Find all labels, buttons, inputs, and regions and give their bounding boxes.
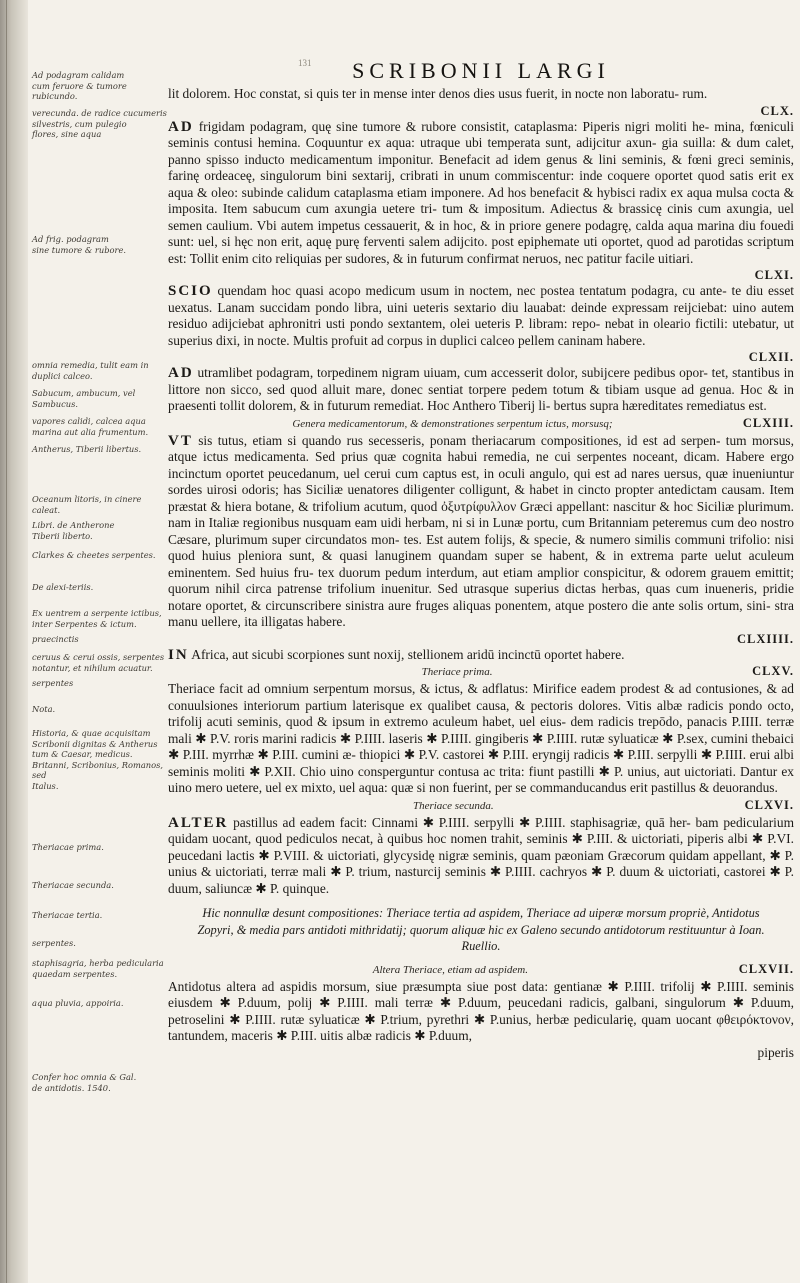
- paragraph: lit dolorem. Hoc constat, si quis ter in mense inter denos dies usus fuerit, in nocte non laboratu- rum.: [168, 86, 708, 101]
- paragraph: [168, 365, 794, 415]
- margin-note: Libri. de Antherone Tiberii liberto.: [32, 520, 115, 541]
- initial-word: ALTER: [168, 814, 229, 831]
- chapter-number: CLXV.: [752, 664, 794, 678]
- margin-note: serpentes.: [32, 938, 76, 948]
- margin-note: Antherus, Tiberii libertus.: [32, 444, 142, 454]
- paragraph: [168, 119, 794, 268]
- paragraph: [168, 815, 794, 898]
- margin-note: verecunda. de radice cucumeris silvestris, cum pulegio flores, sine aqua: [32, 108, 167, 139]
- paragraph-text: Africa, aut sicubi scorpiones sunt noxij, stellionem aridū incinctū oportet habere.: [191, 646, 625, 662]
- chapter-number: CLXI.: [754, 268, 794, 282]
- paragraph: [168, 647, 794, 664]
- running-head: SCRIBONII LARGI: [352, 58, 610, 83]
- margin-note: aqua pluvia, appoiria.: [32, 998, 124, 1008]
- chapter-number: CLXIIII.: [737, 631, 794, 646]
- margin-note: serpentes: [32, 678, 74, 688]
- margin-note: Ad podagram calidam cum feruore & tumore rubicundo.: [32, 70, 127, 101]
- paragraph-text: utramlibet podagram, torpedinem nigram uiuam, cum accesserit dolor, subijcere pedibus opor- tet, stantibus in littore non sicco, sed quod alluit mare, donec sentiat torpere pedem totum & tibiam usque ad genua. Hoc & in praesenti tollit dolorem, & in futurum remediat. Hoc Anthero Tiberij li- bertus supra hæreditates remediatus est.: [168, 365, 794, 413]
- initial-word: SCIO: [168, 283, 213, 299]
- margin-note: Ad frig. podagram sine tumore & rubore.: [32, 234, 127, 255]
- catchword: piperis: [757, 1044, 794, 1060]
- margin-note: Theriacae secunda.: [32, 880, 114, 890]
- margin-note: Theriacae prima.: [32, 842, 104, 852]
- section-heading: Genera medicamentorum, & demonstrationes serpentum ictus, morsusq;: [292, 417, 613, 430]
- margin-note: Theriacae tertia.: [32, 910, 103, 920]
- initial-word: AD: [168, 118, 194, 135]
- margin-note: Historia, & quae acquisitam Scribonii dignitas & Antherus tum & Caesar, medicus. Britanni, Scribonius, Romanos, sed Italus.: [32, 728, 164, 791]
- main-text-column: [168, 56, 794, 1061]
- paragraph-text: quendam hoc quasi acopo medicum usum in noctem, nec postea tentatum podagra, cu ante- te diu esset uexatus. Lanam succidam pondo libra, uini ueteris sextario diu lauabat: deinde expressam reijciebat: uino autem residuo adijciebat aphronitri usti pondo sextantem, olei ueteris P. libram: repo- nebat in oleario fictili: utebatur, ut superius dixi, in nocte. Multis profuit ad corpus in duplici calceo pellem caninam habere.: [168, 283, 794, 348]
- margin-note: De alexi-teriis.: [32, 582, 94, 592]
- section-heading-row: [168, 415, 794, 433]
- margin-note: ceruus & cerui ossis, serpentes notantur, et nihilum acuatur.: [32, 652, 165, 673]
- folio-number: 131: [298, 58, 312, 68]
- margin-note: Ex uentrem a serpente ictibus, inter Serpentes & ictum.: [32, 608, 162, 629]
- margin-note: vapores calidi, calcea aqua marina aut alia frumentum.: [32, 416, 149, 437]
- book-binding-edge: [0, 0, 28, 1283]
- paragraph-text: pastillus ad eadem facit: Cinnami ✱ P.IIII. serpylli ✱ P.IIII. staphisagriæ, quā her- bam pedicularium quidam uocant, quod pediculos necat, à quibus hoc nomen trahit, seminis ✱ P.III. & uictoriati, piperis albi ✱ P.VI. peucedani lactis ✱ P.VIII. & uictoriati, glycysidę nigræ seminis, quam pæoniam Græcorum quidam appellant, ✱ P. unius & uictoriati, terræ mali ✱ P. trium, nasturcij seminis ✱ P.IIII. cachryos ✱ P. duum & uictoriati, castorei ✱ P. duum, saliuncæ ✱ P. quinque.: [168, 814, 794, 896]
- margin-note: praecinctis: [32, 634, 79, 644]
- chapter-number: CLXIII.: [742, 415, 794, 430]
- paragraph-text: frigidam podagram, quę sine tumore & rubore consistit, cataplasma: Piperis nigri moliti he- mina, fœniculi seminis contusi hemina. Coquuntur ex aqua: utraque ubi temperata sunt, adijcitur axun- gia suilla: & dum calet, panno spisso inducto medicamentum imponitur. Benefacit ad idem genus & lini seminis, & fœni greci seminis, farinę ordeaceę, singulorum bini sextarij, cribrati in unum commiscentur: inde coquere oportet quod satis erit ex aqua & oleo: subinde calidum cataplasma etiam imponere. Ad hos benefacit & hybisci radix ex aqua mulsa cocta & imposita. Item sabucum cum axungia uetere tri- tum & impositum. Adiectus & brassicę cinis cum axungia, uel semen caulium. Vbi autem impetus cessauerit, & in hoc, & in priore genere podagrę, calda aqua marina diu fouedi sunt: uel, si hęc non erit, aquę purę ferventi salem adijcito. post epiphemate uti oportet, quod ad parotidas scriptum est: Tollit enim cito reliquias per sudores, & in futurum confirmat neruos, nec patitur facile uitiari.: [168, 118, 794, 266]
- section-heading: Theriace prima.: [421, 666, 493, 678]
- initial-word: AD: [168, 365, 194, 381]
- section-heading-row: [168, 797, 794, 815]
- section-heading-row: [168, 961, 794, 979]
- margin-note: staphisagria, herba pedicularia quaedam serpentes.: [32, 958, 164, 979]
- margin-note: Clarkes & cheetes serpentes.: [32, 550, 156, 560]
- chapter-number: CLXII.: [748, 350, 794, 364]
- chapter-number: CLXVI.: [744, 797, 794, 812]
- paragraph-text: sis tutus, etiam si quando rus secesseris, ponam theriacarum compositiones, id est ad serpen- tum morsus, atque ictus medicamenta. Sed prius quæ cognita habui remedia, ne cui serpentes noceant, dicam. Habere ergo incinctum oportet peucedanum, uel cerui cum captus est, in oculi angulo, qui est ad nares uersus, quæ inueniuntur sordes uirosi odoris; has Siciliæ uenatores diligenter colligunt, & habet in cincto propter antedictam causam. Item præstat & hiera botane, & trifolium acutum, quod ὀξυτρίφυλλον Græci appellant: nascitur & hoc Siciliæ plurimum. nam in Italiæ regionibus nusquam eam uidi herbam, ni si in Lunæ portu, cum Britanniam peteremus cum deo nostro Cæsare, plurimum super circundatos mon- tes. Est autem folijs, & specie, & numero similis communi trifolio: nisi quod huius pleniora sunt, & quasi lanuginem quandam super se habent, & in extrema parte uelut aculeum eminentem. Sed huius fru- tex duorum pedum interdum, aut etiam amplior conspicitur, & odorem grauem emittit; quorum nihil circa patrense trifolium inuenitur. Sed utrasque superius dictas herbas, quas cum inueneris, pridie notare oportet, & circunscribere sinistra aure fruges aliquas ponentem, atque postero die ante solis ortum, sini- stra manu uellere, ita illigatas habere.: [168, 432, 794, 629]
- initial-word: IN: [168, 646, 189, 663]
- margin-notes: [32, 62, 168, 1262]
- margin-note: Sabucum, ambucum, vel Sambucus.: [32, 388, 136, 409]
- paragraph: [168, 283, 794, 349]
- paragraph: [168, 433, 794, 631]
- section-heading: Theriace secunda.: [412, 799, 494, 812]
- section-heading-row: [168, 663, 794, 681]
- section-heading: Altera Theriace, etiam ad aspidem.: [372, 963, 528, 976]
- chapter-number: CLX.: [760, 103, 794, 118]
- chapter-number: CLXVII.: [738, 961, 794, 976]
- margin-note: omnia remedia, tulit eam in duplici calceo.: [32, 360, 149, 381]
- margin-note: Oceanum litoris, in cinere caleat.: [32, 494, 142, 515]
- editor-note: Hic nonnullæ desunt compositiones: Theriace tertia ad aspidem, Theriace ad uiperæ morsum propriè, Antidotus Zopyri, & media pars antidoti mithridatij; quorum aliquæ hic ex Galeno secundo antidotorum restituuntur à Ioan. Ruellio.: [197, 906, 765, 953]
- margin-note: Confer hoc omnia & Gal. de antidotis. 1540.: [32, 1072, 137, 1093]
- initial-word: VT: [168, 432, 193, 449]
- paragraph: Antidotus altera ad aspidis morsum, siue præsumpta siue post data: gentianæ ✱ P.IIII. trifolij ✱ P.IIII. seminis eiusdem ✱ P.duum, polij ✱ P.IIII. mali terræ ✱ P.duum, peucedani radicis, galbani, singulorum ✱ P.duum, petroselini ✱ P.IIII. rutæ syluaticæ ✱ P.trium, pyrethri ✱ P.unius, herbæ pedicularię, quam uocant φθειρόκτονον, tantundem, maceris ✱ P.III. uitis albæ radicis ✱ P.duum,: [168, 978, 794, 1043]
- margin-note: Nota.: [32, 704, 56, 714]
- paragraph: Theriace facit ad omnium serpentum morsus, & ictus, & adflatus: Mirifice eadem prodest & ad contusiones, & ad conuulsiones interiorum partium laterisque ex qualibet causa, & pectoris dolores. Vitis albæ radicis pondo octo, trifolij acuti seminis, quod & ipsum in extremo aculeum habet, uel eius- dem radicis trepōdo, panacis P.IIII. terræ mali ✱ P.V. roris marini radicis ✱ P.IIII. laseris ✱ P.IIII. gingiberis ✱ P.IIII. rutæ syluaticæ ✱ P.sex, cumini thebaici ✱ P.III. myrrhæ ✱ P.III. cumini æ- thiopici ✱ P.V. castorei ✱ P.III. eryngij radicis ✱ P.III. serpylli ✱ P.IIII. erui albi seminis moliti ✱ P.XII. Chio uino consperguntur contusa ac trita: fiunt pastilli ✱ P. unius, aut uictoriati. Dantur ex uino mero uetere, uel ex mixto, uel aqua: quæ si non fuerint, per se commanducandus erit pastillus & deuorandus.: [168, 681, 794, 795]
